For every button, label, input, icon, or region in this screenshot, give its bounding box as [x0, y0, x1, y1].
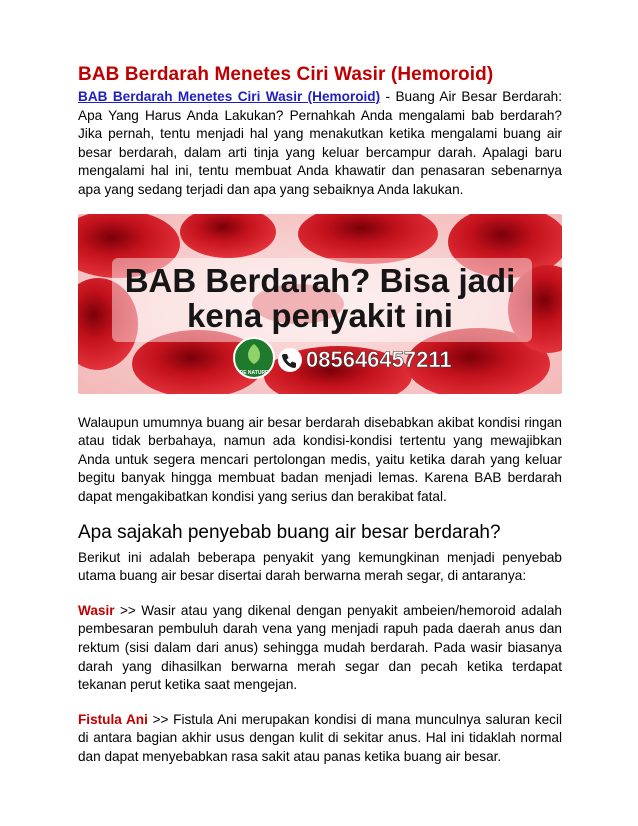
article-title: BAB Berdarah Menetes Ciri Wasir (Hemoroid): [78, 64, 494, 85]
fistula-term: Fistula Ani: [78, 711, 148, 727]
logo-text: DE NATURE: [239, 369, 269, 376]
image-headline-2: kena penyakit ini: [187, 296, 453, 334]
image-headline-1: BAB Berdarah? Bisa jadi: [124, 261, 516, 299]
fistula-paragraph: [78, 711, 562, 767]
section-heading: Apa sajakah penyebab buang air besar berdarah?: [78, 521, 501, 543]
de-nature-logo: [234, 338, 274, 378]
blood-cells-image: [78, 214, 562, 394]
paragraph-2: Walaupun umumnya buang air besar berdarah disebabkan akibat kondisi ringan atau tidak berbahaya, namun ada kondisi-kondisi tertentu yang mewajibkan Anda untuk segera mencari pertolongan medis, yaitu ketika darah yang keluar begitu banyak hingga membuat badan menjadi lemas. Karena BAB berdarah dapat mengakibatkan kondisi yang serius dan berakibat fatal.: [78, 414, 562, 504]
paragraph-3: Berikut ini adalah beberapa penyakit yang kemungkinan menjadi penyebab utama buang air besar disertai darah berwarna merah segar, di antaranya:: [78, 549, 562, 584]
fistula-text: >> Fistula Ani merupakan kondisi di mana munculnya saluran kecil di antara bagian akhir usus dengan kulit di sekitar anus. Hal ini tidaklah normal dan dapat menyebabkan rasa sakit atau panas ketika buang air besar.: [78, 711, 562, 764]
wasir-text: >> Wasir atau yang dikenal dengan penyakit ambeien/hemoroid adalah pembesaran pembuluh darah vena yang menjadi rapuh pada daerah anus dan rektum (sisi dalam dari anus) sehingga mudah berdarah. Pada wasir biasanya darah yang dihasilkan berwarna merah segar dan pecah ketika terdapat tekanan perut ketika saat mengejan.: [78, 602, 562, 693]
wasir-term: Wasir: [78, 602, 115, 618]
phone-number: 085646457211: [306, 346, 452, 372]
title-link[interactable]: BAB Berdarah Menetes Ciri Wasir (Hemoroid): [78, 89, 381, 104]
intro-paragraph: [78, 88, 562, 200]
document-page: [78, 62, 562, 766]
phone-icon: [278, 348, 302, 372]
intro-text: - Buang Air Besar Berdarah: Apa Yang Harus Anda Lakukan? Pernahkah Anda mengalami bab berdarah? Jika pernah, tentu menjadi hal yang menakutkan ketika mengalami buang air besar berdarah, dalam arti tinja yang keluar bercampur darah. Apalagi baru mengalami hal ini, tentu membuat Anda khawatir dan penasaran sebenarnya apa yang sedang terjadi dan apa yang sebaiknya Anda lakukan.: [78, 89, 562, 197]
wasir-paragraph: [78, 602, 562, 695]
